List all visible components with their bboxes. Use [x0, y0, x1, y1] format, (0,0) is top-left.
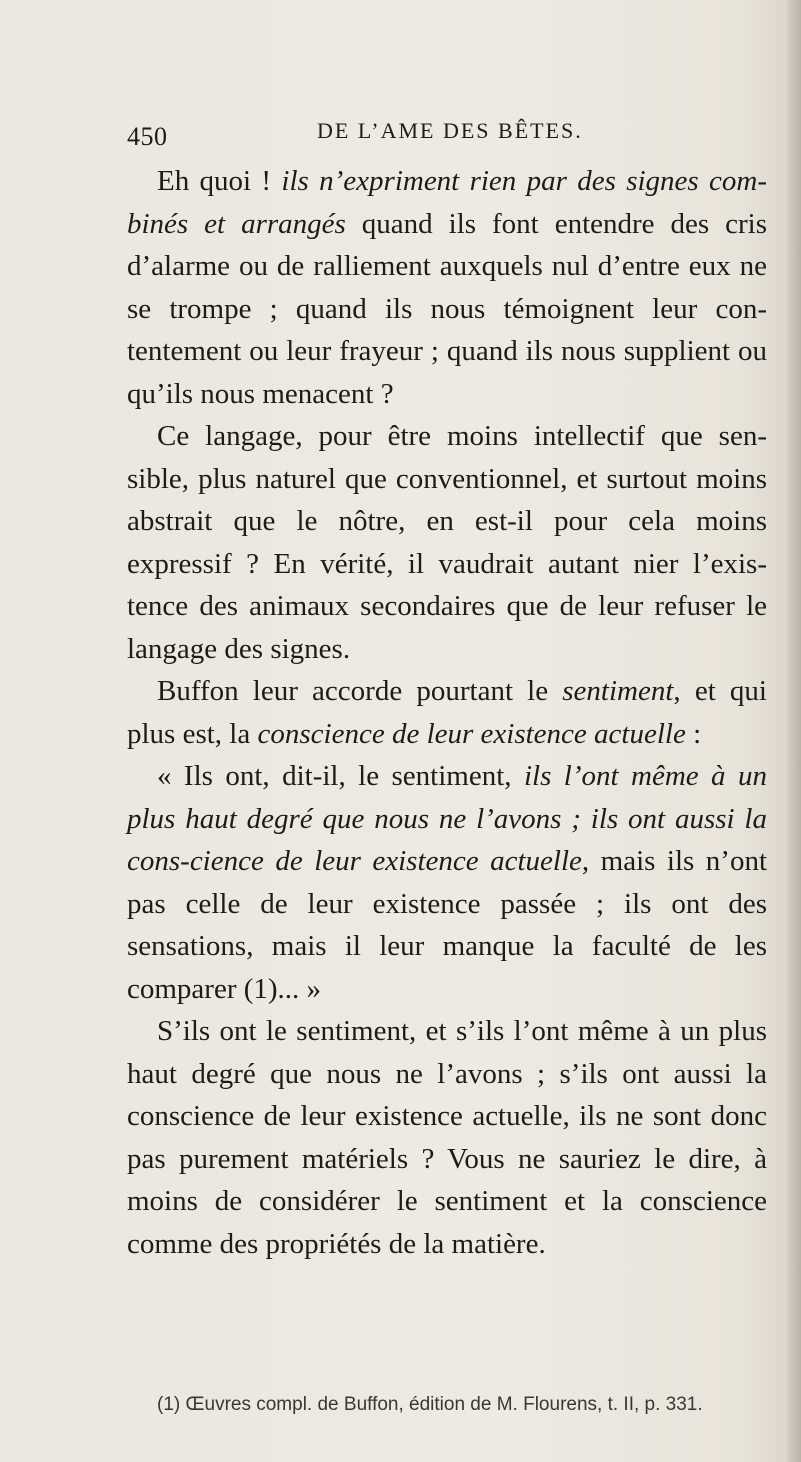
- paragraph: [127, 1010, 767, 1265]
- paragraph: [127, 415, 767, 670]
- running-title: DE L’AME DES BÊTES.: [317, 118, 583, 143]
- page-edge-shadow: [787, 0, 801, 1462]
- text-run: quand ils font entendre des cris d’alarme ou de ralliement auxquels nul d’entre eux ne se trompe ; quand ils nous témoignent leur con-tentement ou leur frayeur ; quand ils nous supplient ou qu’ils nous menacent ?: [127, 207, 768, 410]
- italic-run: ils n’expriment rien par des signes com-binés et arrangés: [127, 165, 767, 240]
- text-run: Ce langage, pour être moins intellectif que sen-sible, plus naturel que conventionnel, et surtout moins abstrait que le nôtre, en est-il pour cela moins expressif ? En vérité, il vaudrait autant nier l’exis-tence des animaux secondaires que de leur refuser le langage des signes.: [127, 420, 767, 665]
- italic-run: conscience de leur existence actuelle: [257, 717, 686, 750]
- italic-run: sentiment: [562, 675, 674, 707]
- text-run: Buffon leur accorde pourtant le: [157, 675, 563, 707]
- text-run: S’ils ont le sentiment, et s’ils l’ont même à un plus haut degré que nous ne l’avons ; s’ils ont aussi la conscience de leur existence actuelle, ils ne sont donc pas purement matériels ? Vous ne sauriez le dire, à moins de considérer le sentiment et la conscience comme des propriétés de la matière.: [127, 1015, 767, 1260]
- body-text: [127, 160, 767, 1265]
- page-header: [127, 116, 767, 151]
- footnote-text: (1) Œuvres compl. de Buffon, édition de M. Flourens, t. II, p. 331.: [157, 1394, 703, 1415]
- text-run: Eh quoi !: [157, 165, 282, 197]
- text-run: , mais ils n’ont pas celle de leur existence passée ; ils ont des sensations, mais il leur manque la faculté de les comparer (1)... »: [127, 845, 767, 1005]
- paragraph: [127, 755, 767, 1010]
- text-run: « Ils ont, dit-il, le sentiment,: [157, 760, 524, 792]
- footnote: [127, 1392, 767, 1417]
- italic-run: ils l’ont même à un plus haut degré que nous ne l’avons ; ils ont aussi la cons-cience de leur existence actuelle: [127, 760, 767, 877]
- paragraph: [127, 670, 767, 755]
- paragraph: [127, 160, 767, 415]
- page-number: 450: [127, 122, 168, 151]
- text-run: :: [685, 717, 702, 750]
- text-run: , et qui plus est, la: [127, 675, 767, 750]
